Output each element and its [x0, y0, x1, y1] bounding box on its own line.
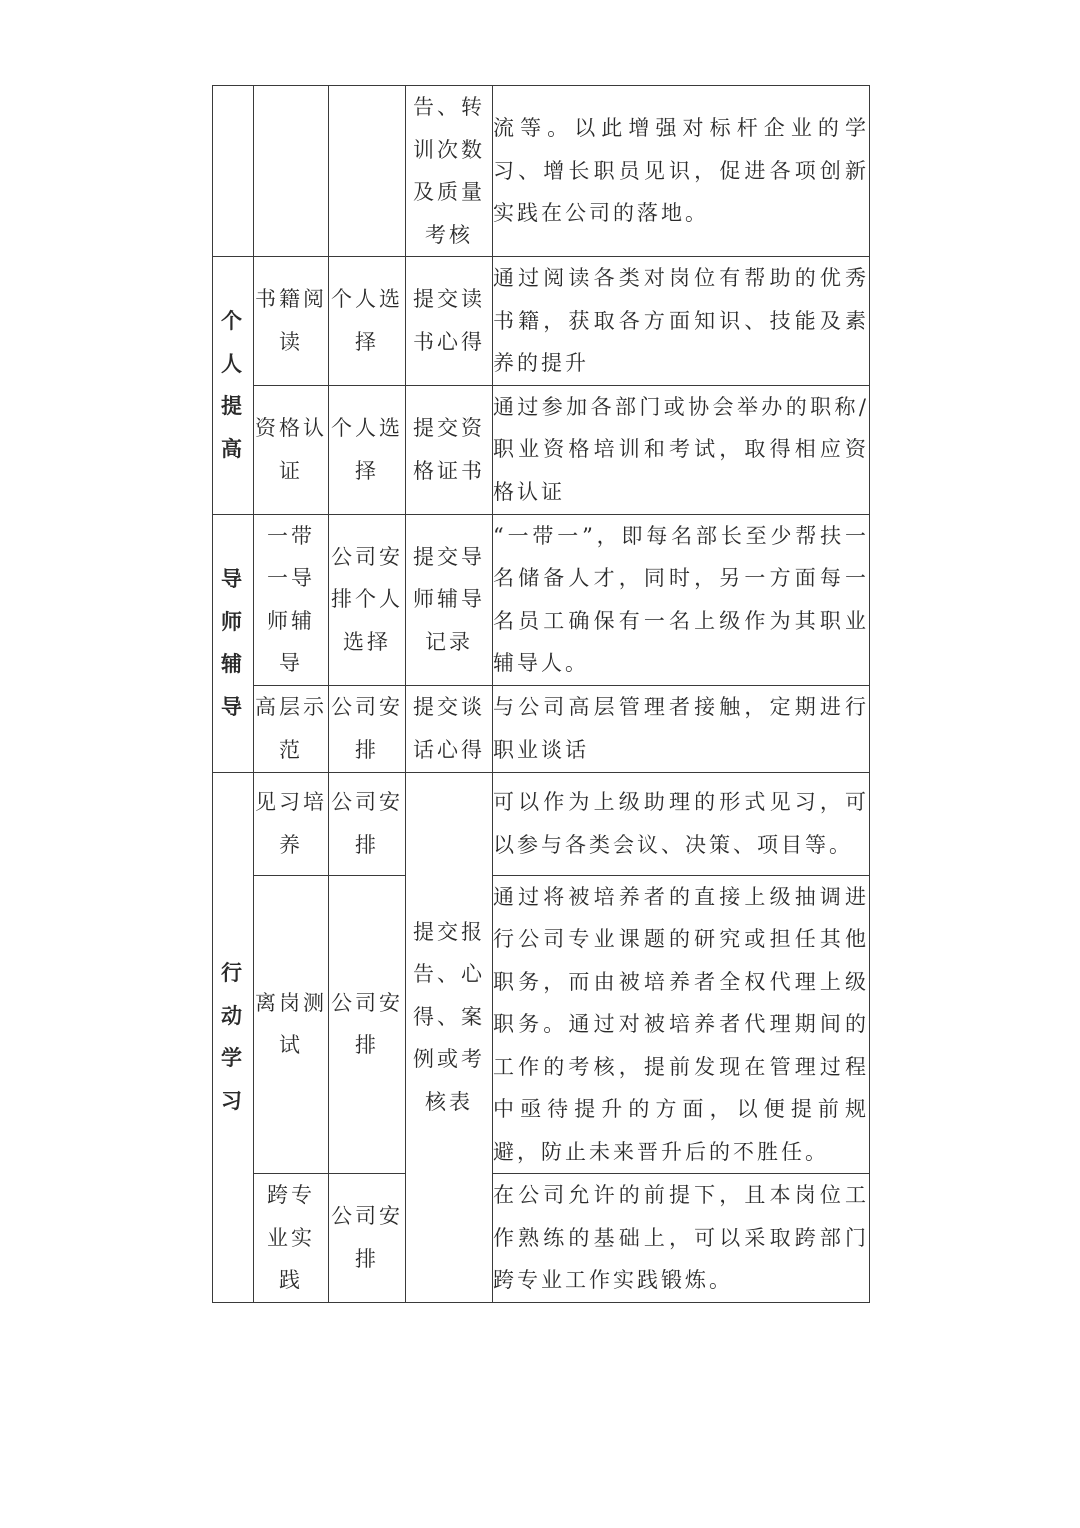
description-cell — [493, 1174, 870, 1303]
table-row — [213, 385, 870, 514]
method-cell — [254, 875, 329, 1174]
category-cell — [213, 514, 254, 772]
table-row — [213, 86, 870, 257]
arrangement-cell — [329, 685, 406, 772]
method-text: 一带一导师辅导 — [267, 523, 315, 675]
description-cell — [493, 385, 870, 514]
arrangement-text: 公司安排 — [331, 790, 403, 857]
training-plan-table — [212, 85, 870, 1303]
description-text: 通过将被培养者的直接上级抽调进行公司专业课题的研究或担任其他职务，而由被培养者全权代理上级职务。通过对被培养者代理期间的工作的考核，提前发现在管理过程中亟待提升的方面，以便提前规避，防止未来晋升后的不胜任。 — [493, 884, 869, 1164]
arrangement-cell — [329, 772, 406, 875]
method-cell — [254, 1174, 329, 1303]
assessment-cell — [406, 257, 493, 386]
category-cell — [213, 772, 254, 1302]
arrangement-cell — [329, 257, 406, 386]
arrangement-text: 公司安排个人选择 — [331, 544, 403, 654]
method-text: 资格认证 — [255, 416, 327, 483]
table-row — [213, 772, 870, 875]
assessment-cell — [406, 685, 493, 772]
arrangement-cell — [329, 875, 406, 1174]
method-text: 见习培养 — [255, 790, 327, 857]
assessment-text: 提交资格证书 — [413, 416, 485, 483]
description-cell — [493, 685, 870, 772]
description-text: “一带一”，即每名部长至少帮扶一名储备人才，同时，另一方面每一名员工确保有一名上级作为其职业辅导人。 — [493, 523, 869, 675]
method-cell — [254, 86, 329, 257]
category-label: 导师辅导 — [221, 566, 245, 719]
assessment-text: 提交导师辅导记录 — [413, 544, 485, 654]
method-text: 离岗测试 — [255, 990, 327, 1058]
method-cell — [254, 772, 329, 875]
description-cell — [493, 514, 870, 685]
description-cell — [493, 257, 870, 386]
table-row — [213, 257, 870, 386]
description-cell — [493, 772, 870, 875]
assessment-cell — [406, 514, 493, 685]
arrangement-cell — [329, 514, 406, 685]
description-text: 流等。以此增强对标杆企业的学习、增长职员见识，促进各项创新实践在公司的落地。 — [493, 116, 869, 226]
assessment-text: 提交报告、心得、案例或考核表 — [413, 919, 485, 1114]
arrangement-text: 个人选择 — [331, 287, 403, 354]
arrangement-text: 公司安排 — [331, 695, 403, 762]
arrangement-cell — [329, 1174, 406, 1303]
method-cell — [254, 514, 329, 685]
table-row — [213, 1174, 870, 1303]
method-text: 跨专业实践 — [267, 1183, 315, 1292]
description-text: 通过参加各部门或协会举办的职称/职业资格培训和考试，取得相应资格认证 — [493, 394, 869, 504]
arrangement-cell — [329, 385, 406, 514]
method-cell — [254, 385, 329, 514]
description-text: 在公司允许的前提下，且本岗位工作熟练的基础上，可以采取跨部门跨专业工作实践锻炼。 — [493, 1183, 869, 1292]
arrangement-text: 公司安排 — [331, 1204, 403, 1271]
assessment-text: 提交谈话心得 — [413, 695, 485, 762]
table-row — [213, 514, 870, 685]
description-cell — [493, 875, 870, 1174]
description-cell — [493, 86, 870, 257]
description-text: 可以作为上级助理的形式见习，可以参与各类会议、决策、项目等。 — [493, 790, 869, 857]
assessment-text: 提交读书心得 — [413, 287, 485, 354]
category-cell — [213, 257, 254, 515]
assessment-cell — [406, 385, 493, 514]
arrangement-text: 个人选择 — [331, 416, 403, 483]
assessment-cell — [406, 86, 493, 257]
method-cell — [254, 685, 329, 772]
arrangement-cell — [329, 86, 406, 257]
category-cell — [213, 86, 254, 257]
assessment-text: 告、转训次数及质量考核 — [413, 95, 485, 247]
category-label: 行动学习 — [221, 960, 245, 1113]
table-row — [213, 685, 870, 772]
table-row — [213, 875, 870, 1174]
method-text: 书籍阅读 — [255, 287, 327, 354]
category-label: 个人提高 — [221, 308, 245, 461]
method-text: 高层示范 — [255, 695, 327, 762]
assessment-cell — [406, 772, 493, 1302]
arrangement-text: 公司安排 — [331, 990, 403, 1058]
description-text: 与公司高层管理者接触，定期进行职业谈话 — [493, 695, 869, 762]
description-text: 通过阅读各类对岗位有帮助的优秀书籍，获取各方面知识、技能及素养的提升 — [493, 266, 869, 375]
method-cell — [254, 257, 329, 386]
